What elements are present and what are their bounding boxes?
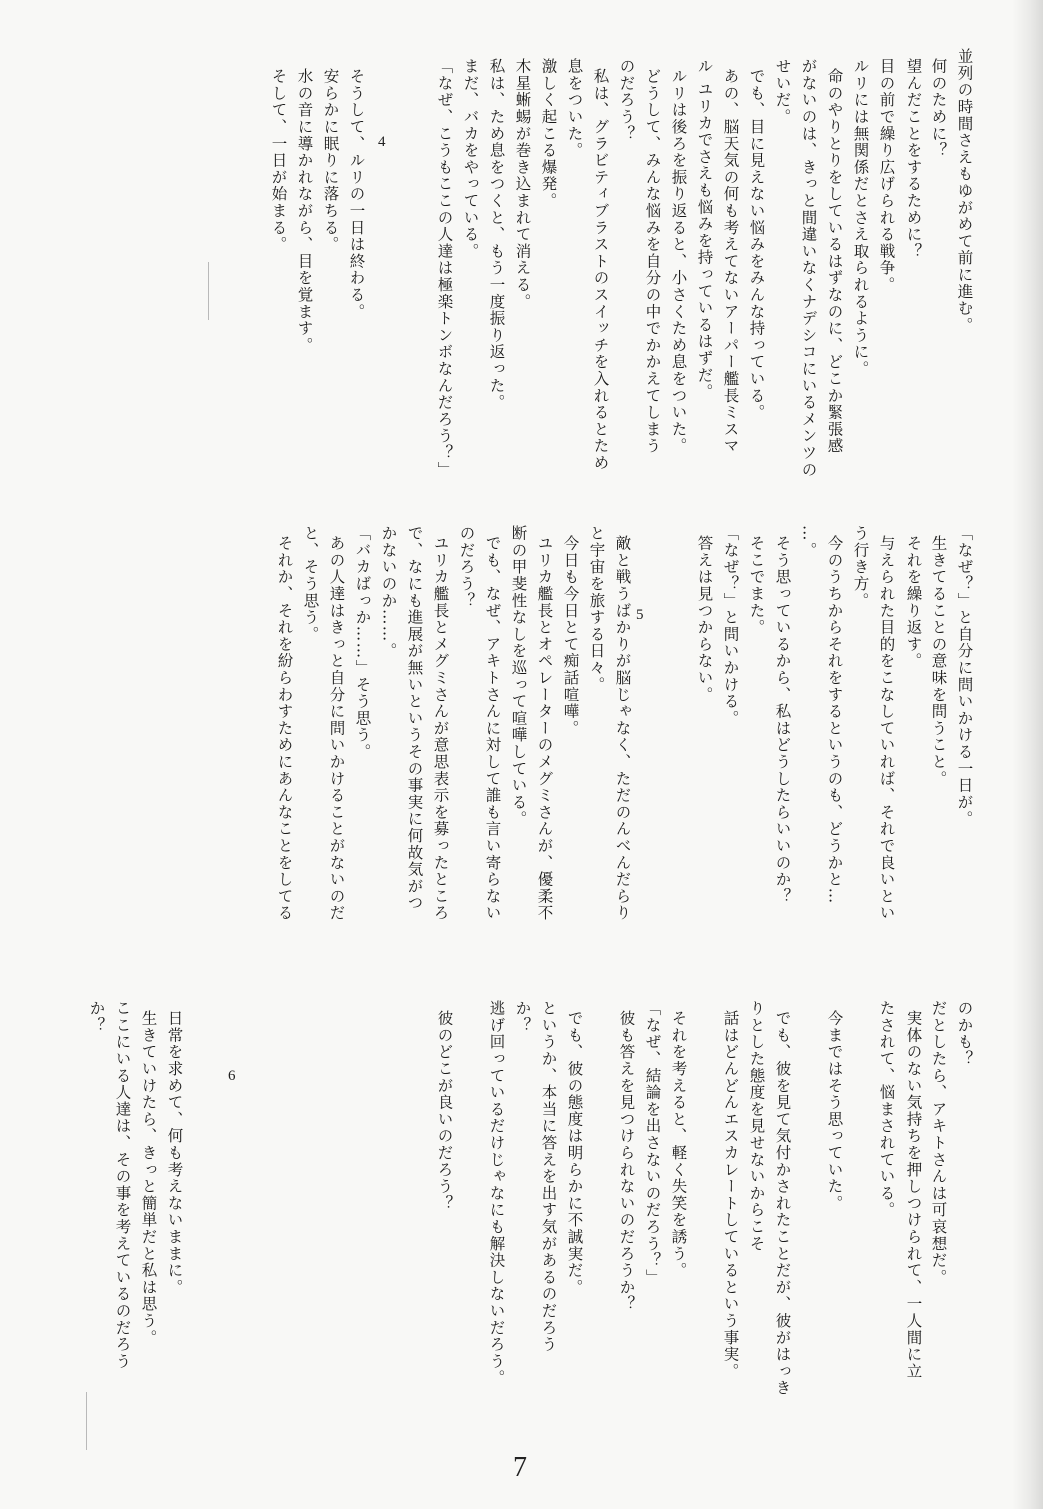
text-line: りとした態度を見せないからこそ [747, 1000, 766, 1252]
page-number: 7 [513, 1452, 527, 1483]
text-line: 木星蜥蜴が巻き込まれて消える。 [513, 58, 532, 310]
pencil-mark [208, 262, 209, 320]
text-line: がないのは、きっと間違いなくナデシコにいるメンツの [799, 58, 818, 478]
text-line: 話はどんどんエスカレートしているという事実。 [721, 1010, 740, 1380]
text-line: でも、目に見えない悩みをみんな持っている。 [747, 68, 766, 421]
text-line: 激しく起こる爆発。 [539, 58, 558, 210]
text-line: そして、一日が始まる。 [269, 68, 288, 253]
pencil-mark [86, 1392, 87, 1450]
text-line: 「なぜ、結論を出さないのだろう？」 [643, 1000, 662, 1286]
text-line: 「なぜ？」と自分に問いかける一日が。 [955, 525, 974, 828]
text-line: 彼も答えを見つけられないのだろうか？ [617, 1010, 636, 1313]
text-line: どうして、みんな悩みを自分の中でかかえてしまう [643, 68, 662, 455]
text-line: 与えられた目的をこなしていれば、それで良いとい [877, 535, 896, 922]
text-line: 今日も今日とて痴話喧嘩。 [561, 535, 580, 737]
text-line: のかも？ [955, 1000, 974, 1068]
text-line: かないのか……。 [379, 525, 398, 660]
text-line: か？ [87, 1000, 106, 1034]
text-line: 生きていけたら、きっと簡単だと私は思う。 [139, 1010, 158, 1346]
text-line: 彼のどこが良いのだろう？ [435, 1010, 454, 1212]
text-line: まだ、バカをやっている。 [461, 58, 480, 260]
text-line: あの、脳天気の何も考えてないアーパー艦長ミスマ [721, 68, 740, 455]
text-line: 何のために？ [929, 58, 948, 159]
text-line: 日常を求めて、何も考えないままに。 [165, 1010, 184, 1296]
text-line: ユリカ艦長とメグミさんが意思表示を募ったところ [431, 535, 450, 922]
text-line: のだろう？ [457, 525, 476, 609]
text-line: 今まではそう思っていた。 [825, 1010, 844, 1212]
text-line: 私は、ため息をつくと、もう一度振り返った。 [487, 58, 506, 411]
text-line: か？ [513, 1000, 532, 1034]
text-line: そう思っているから、私はどうしたらいいのか？ [773, 535, 792, 905]
text-line: 「なぜ、こうもここの人達は極楽トンボなんだろう？」 [435, 58, 454, 478]
text-line: 安らかに眠りに落ちる。 [321, 68, 340, 253]
text-line: 今のうちからそれをするというのも、どうかと… [825, 535, 844, 905]
text-line: 息をついた。 [565, 58, 584, 159]
text-line: ここにいる人達は、その事を考えているのだろう [113, 1000, 132, 1370]
text-line: で、なにも進展が無いというその事実に何故気がつ [405, 525, 424, 912]
text-line: というか、本当に答えを出す気があるのだろう [539, 1000, 558, 1353]
text-line: 望んだことをするために？ [904, 58, 923, 260]
text-line: 私は、グラビティブラストのスイッチを入れるとため [591, 68, 610, 472]
section-number: 4 [378, 134, 386, 150]
text-line: たされて、悩まされている。 [877, 1000, 896, 1219]
section-number: 5 [636, 607, 644, 623]
text-line: と、そう思う。 [301, 525, 320, 643]
text-line: 逃げ回っているだけじゃなにも解決しないだろう。 [487, 1000, 506, 1387]
text-line: 敵と戦うばかりが脳じゃなく、ただのんべんだらり [613, 535, 632, 922]
text-line: あの人達はきっと自分に問いかけることがないのだ [327, 535, 346, 922]
text-line: 実体のない気持ちを押しつけられて、一人間に立 [904, 1010, 923, 1380]
text-line: それを考えると、軽く失笑を誘う。 [669, 1010, 688, 1279]
text-line: のだろう？ [617, 58, 636, 142]
text-line: せいだ。 [773, 58, 792, 126]
text-line: 水の音に導かれながら、目を覚ます。 [295, 68, 314, 354]
section-number: 6 [228, 1068, 236, 1084]
text-line: 「なぜ？」と問いかける。 [721, 525, 740, 727]
text-line: ル ユリカでさえも悩みを持っているはずだ。 [695, 58, 714, 401]
text-line: だとしたら、アキトさんは可哀想だ。 [929, 1000, 948, 1286]
text-line: そうして、ルリの一日は終わる。 [347, 68, 366, 320]
text-line: と宇宙を旅する日々。 [587, 525, 606, 693]
text-line: う行き方。 [851, 525, 870, 609]
text-line: 生きてることの意味を問うこと。 [929, 535, 948, 787]
text-line: 目の前で繰り広げられる戦争。 [877, 58, 896, 294]
text-line: 断の甲斐性なしを巡って喧嘩している。 [509, 525, 528, 828]
text-line: でも、彼を見て気付かされたことだが、彼がはっき [773, 1010, 792, 1397]
text-line: 答えは見つからない。 [695, 535, 714, 703]
text-line: それを繰り返す。 [904, 535, 923, 670]
text-line: …。 [799, 525, 818, 559]
text-line: それか、それを紛らわすためにあんなことをしてる [275, 535, 294, 922]
text-line: ユリカ艦長とオペレーターのメグミさんが、優柔不 [535, 535, 554, 922]
text-line: ルリは後ろを振り返ると、小さくため息をついた。 [669, 68, 688, 455]
text-line: でも、なぜ、アキトさんに対して誰も言い寄らない [483, 535, 502, 922]
page-edge-shadow [1012, 0, 1043, 1509]
text-line: そこでまた。 [747, 535, 766, 636]
text-line: ルリには無関係だとさえ取られるように。 [851, 58, 870, 378]
text-line: 命のやりとりをしているはずなのに、どこか緊張感 [825, 68, 844, 455]
text-line: でも、彼の態度は明らかに不誠実だ。 [565, 1010, 584, 1296]
text-line: 「バカばっか……」そう思う。 [353, 525, 372, 761]
text-line: 並列の時間さえもゆがめて前に進む。 [955, 48, 974, 334]
